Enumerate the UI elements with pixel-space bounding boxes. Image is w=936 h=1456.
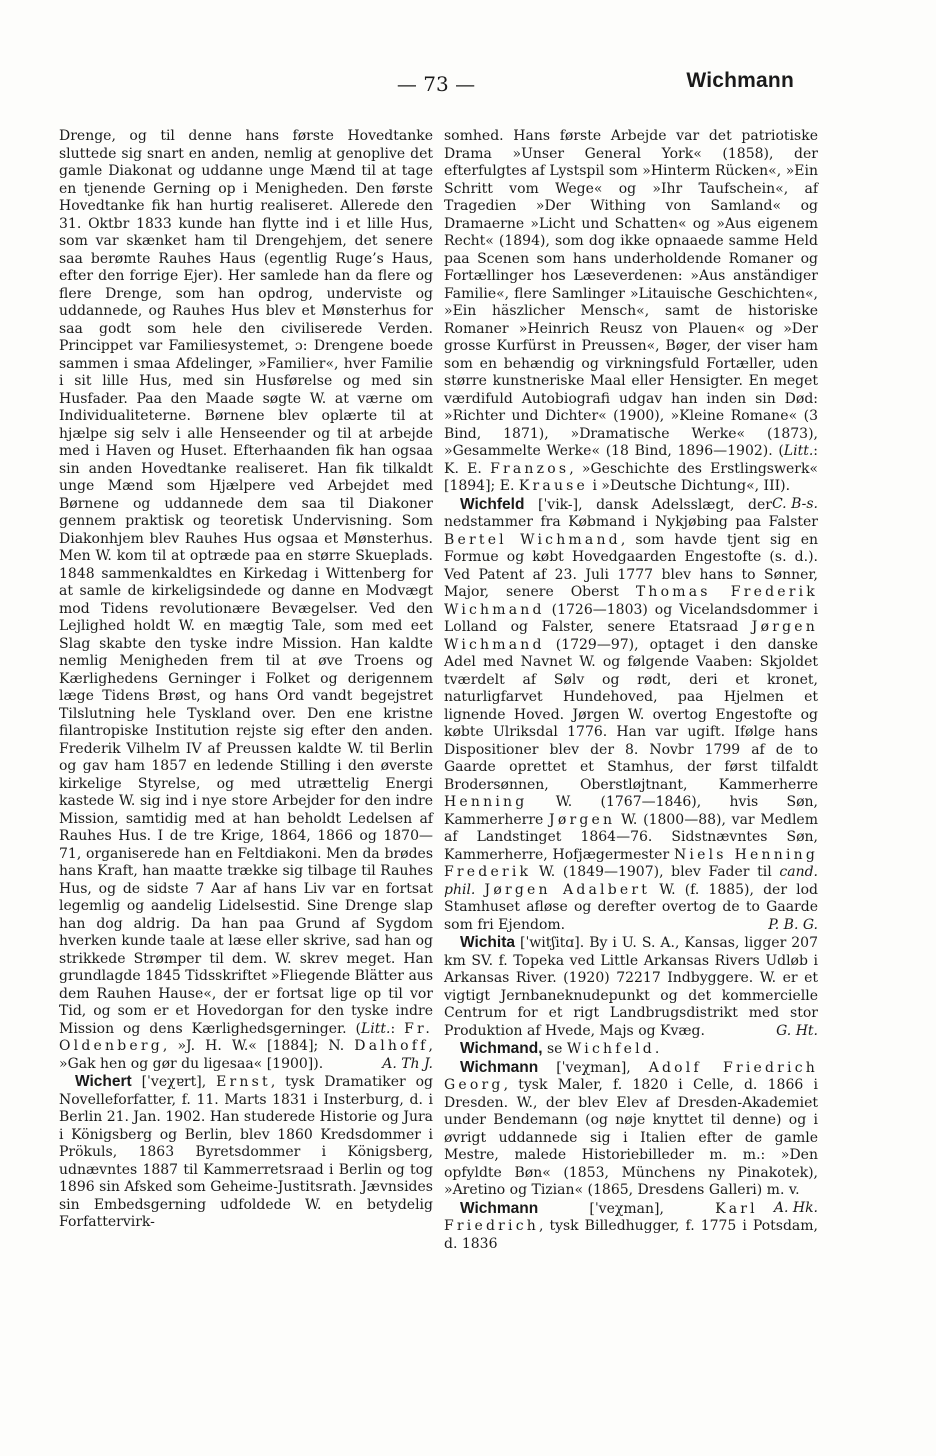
right-column (444, 128, 818, 1253)
author-name: Franzos (490, 460, 570, 477)
author-name: Krause (518, 478, 589, 494)
entry-wichmann-adolf: Wichmann [ˈveχman], Adolf Friedrich Georg, tysk Maler, f. 1820 i Celle, d. 1866 i Dresden. W., der blev Elev af Dresden-Akademiet under Bendemann (og nøje knyttet til denne) og i øvrigt uddannede sig i Italien efter de gamle Mestre, malede Historiebilleder m. m.: »Den opfyldte Bøn« (1853, Münchens ny Pinakotek), »Aretino og Tizian« (1865, Dresdens Galleri) m. v. A. Hk. (444, 1058, 818, 1216)
wichern-continuation: Drenge, og til denne hans første Hovedtanke sluttede sig snart en anden, nemlig at genoplive det gamle Diakonat og uddanne unge Mænd til at tage en tjenende Gerning op i Menigheden. Den første Hovedtanke fik han hurtig realiseret. Allerede den 31. Oktbr 1833 kunde han flytte ind i et lille Hus, som var skænket ham til Drengehjem, det senere saa berømte Rauhes Haus (egentlig Ruge’s Haus, efter den forrige Ejer). Her samlede han da flere og flere Drenge, som han opdrog, underviste og uddannede, og Rauhes Hus blev et Mønsterhus for saa godt som hele den civiliserede Verden. Princippet var Familiesystemet, ɔ: Drengene boede sammen i smaa Afdelinger, »Familier«, hver Familie i sit lille Hus, med sin Husførelse og med sin Husfader. Paa den Maade søgte W. at værne om Individualiteterne. Børnene blev oplærte til at hjælpe sig selv i alle Henseender og til at arbejde med i Haven og Huset. Efterhaanden fik han ogsaa sin anden Hovedtanke realiseret. Han fik tilkaldt unge Mænd som Hjælpere ved Arbejdet med Børnene og uddannede dem saa til Diakoner gennem praktisk og teoretisk Undervisning. Som Diakonhjem blev Rauhes Hus ogsaa et Mønsterhus. Men W. kom til at optræde paa en større Skueplads. 1848 sammenkaldtes en Kirkedag i Wittenberg for at samle de kirkeligsindede og danne en Modvægt mod Tidens revolutionære Bevægelser. Ved den Lejlighed holdt W. en mægtig Tale, som med eet Slag skabte den tyske indre Mission. Han kaldte nemlig Menigheden frem til at øve Troens og Kærlighedens Gerninger i Folket og derigennem læge Tidens Brøst, og hans Ord vandt begejstret Tilslutning hele Tyskland over. Den ene kristne filantropiske Institution rejste sig efter den anden. Frederik Vilhelm IV af Preussen kaldte W. til Berlin og gav ham 1857 en ledende Stilling i den øverste kirkelige Styrelse, og med utrættelig Energi kastede W. sig ind i nye store Arbejder for den indre Mission, samtidig med at han beholdt Ledelsen af Rauhes Hus. I de tre Krige, 1864, 1866 og 1870—71, organiserede han en Feltdiakoni. Men da brødes hans Kraft, han maatte trække sig tilbage til Rauhes Hus, og de sidste 7 Aar af hans Liv var en fortsat legemlig og aandelig Lidelsestid. Sine Drenge slap han dog aldrig. Da han paa Grund af Sygdom hverken kunde taale at læse eller skrive, sad han og strikkede Strømper til dem. W. skrev meget. Han grundlagde 1845 Tidsskriftet »Fliegende Blätter aus dem Rauhen Hause«, der er fortsat lige op til vor Tid, og som er et Hovedorgan for den tyske indre Mission og dens Kærlighedsgerninger. (Litt.: Fr. Oldenberg, »J. H. W.« [1884]; N. Dalhoff, »Gak hen og gør du ligesaa« [1900]). A. Th J. (59, 128, 434, 1072)
headword: Wichmann (460, 1199, 539, 1217)
signature: G. Ht. (776, 1022, 818, 1039)
headword: Wichmann (460, 1058, 539, 1076)
page-number: — 73 — (396, 72, 476, 96)
author-name: Dalhoff (354, 1038, 429, 1054)
headword: Wichfeld (460, 495, 525, 513)
author-name: Fr. Oldenberg (59, 1020, 434, 1054)
left-column (59, 128, 433, 1232)
entry-wichert: Wichert [ˈveχɐrt], Ernst, tysk Dramatiker og Novelleforfatter, f. 11. Marts 1831 i Insterburg, d. i Berlin 21. Jan. 1902. Han studerede Historie og Jura i Königsberg og Berlin, blev 1860 Kredsdommer i Prökuls, 1863 Byretsdommer i Königsberg, udnævntes 1887 til Kammerretsraad i Berlin og tog 1896 sin Afsked som Geheime-Justitsrath. Jævnsides sin Embedsgerning udfoldede W. en betydelig Forfattervirk- (59, 1073, 433, 1230)
cross-reference: Wichfeld (566, 1041, 655, 1057)
signature: P. B. G. (768, 916, 818, 933)
wichert-continuation: somhed. Hans første Arbejde var det patriotiske Drama »Unser General York« (1858), der efterfulgtes af Lystspil som »Hinterm Rücken«, »Ein Schritt vom Wege« og »Ihr Taufschein«, af Tragedien »Der Withing von Samland« og Dramaerne »Licht und Schatten« og »Aus eigenem Recht« (1894), som dog ikke opnaaede samme Held paa Scenen som hans underholdende Romaner og Fortællinger hos Læseverdenen: »Aus anständiger Familie«, flere Samlinger »Litauische Geschichten«, »Ein häszlicher Mensch«, samt de historiske Romaner »Heinrich Reusz von Plauen« og »Der grosse Kurfürst in Preussen«, Bøger, der viser ham som en behændig og virkningsfuld Fortæller, uden større kunstneriske Maal eller Hensigter. En meget værdifuld Autobiografi udgav han inden sin Død: »Richter und Dichter« (1900), »Kleine Romane« (3 Bind, 1871), »Dramatische Werke« (1873), »Gesammelte Werke« (18 Bind, 1896—1902). (Litt.: K. E. Franzos, »Geschichte des Erstlingswerk« [1894]; E. Krause i »Deutsche Dichtung«, III). C. B-s. (444, 128, 819, 512)
entry-wichita: Wichita [ˈwitʃitɑ]. By i U. S. A., Kansas, ligger 207 km SV. f. Topeka ved Little Arkansas Rivers Udløb i Arkansas River. (1920) 72217 Indbyggere. W. er et vigtigt Jernbaneknudepunkt og det kommercielle Centrum for et rigt Landbrugsdistrikt med stor Produktion af Hvede, Majs og Kvæg. G. Ht. (444, 934, 818, 1039)
headword: Wichert (75, 1073, 132, 1090)
headword: Wichita (460, 934, 515, 951)
signature: A. Th J. (382, 1055, 433, 1072)
signature: A. Hk. (773, 1199, 818, 1216)
headword: Wichmand, (460, 1040, 543, 1057)
entry-wichmand: Wichmand, se Wichfeld. (460, 1040, 660, 1057)
running-head: Wichmann (686, 69, 794, 92)
page-header (0, 69, 936, 102)
entry-wichmann-karl: Wichmann [ˈveχman], Karl Friedrich, tysk Billedhugger, f. 1775 i Potsdam, d. 1836 (444, 1199, 818, 1252)
signature: C. B-s. (771, 495, 818, 512)
entry-wichfeld: Wichfeld [ˈvik-], dansk Adelsslægt, der nedstammer fra Købmand i Nykjøbing paa Falster Bertel Wichmand, som havde tjent sig en Formue og købt Hovedgaarden Engestofte (s. d.). Ved Patent af 23. Juli 1777 blev hans to Sønner, Major, senere Oberst Thomas Frederik Wichmand (1726—1803) og Vicelandsdommer i Lolland og Falster, senere Etatsraad Jørgen Wichmand (1729—97), optaget i den danske Adel med Navnet W. og følgende Vaaben: Skjoldet tværdelt af Sølv og rødt, deri et kronet, naturligfarvet Hundehoved, paa Hjelmen et lignende Hoved. Jørgen W. overtog Engestofte og købte Ulriksdal 1776. Han var ugift. Ifølge hans Dispositioner blev der 8. Novbr 1799 af de to Gaarde oprettet et Stamhus, der først tilfaldt Brodersønnen, Oberstløjtnant, Kammerherre Henning W. (1767—1846), hvis Søn, Kammerherre Jørgen W. (1800—88), var Medlem af Landstinget 1864—76. Sidstnævntes Søn, Kammerherre, Hofjægermester Niels Henning Frederik W. (1849—1907), blev Fader til cand. phil. Jørgen Adalbert W. (f. 1885), der lod Stamhuset afløse og derefter overtog de to Gaarde som fri Ejendom. P. B. G. (444, 495, 819, 933)
